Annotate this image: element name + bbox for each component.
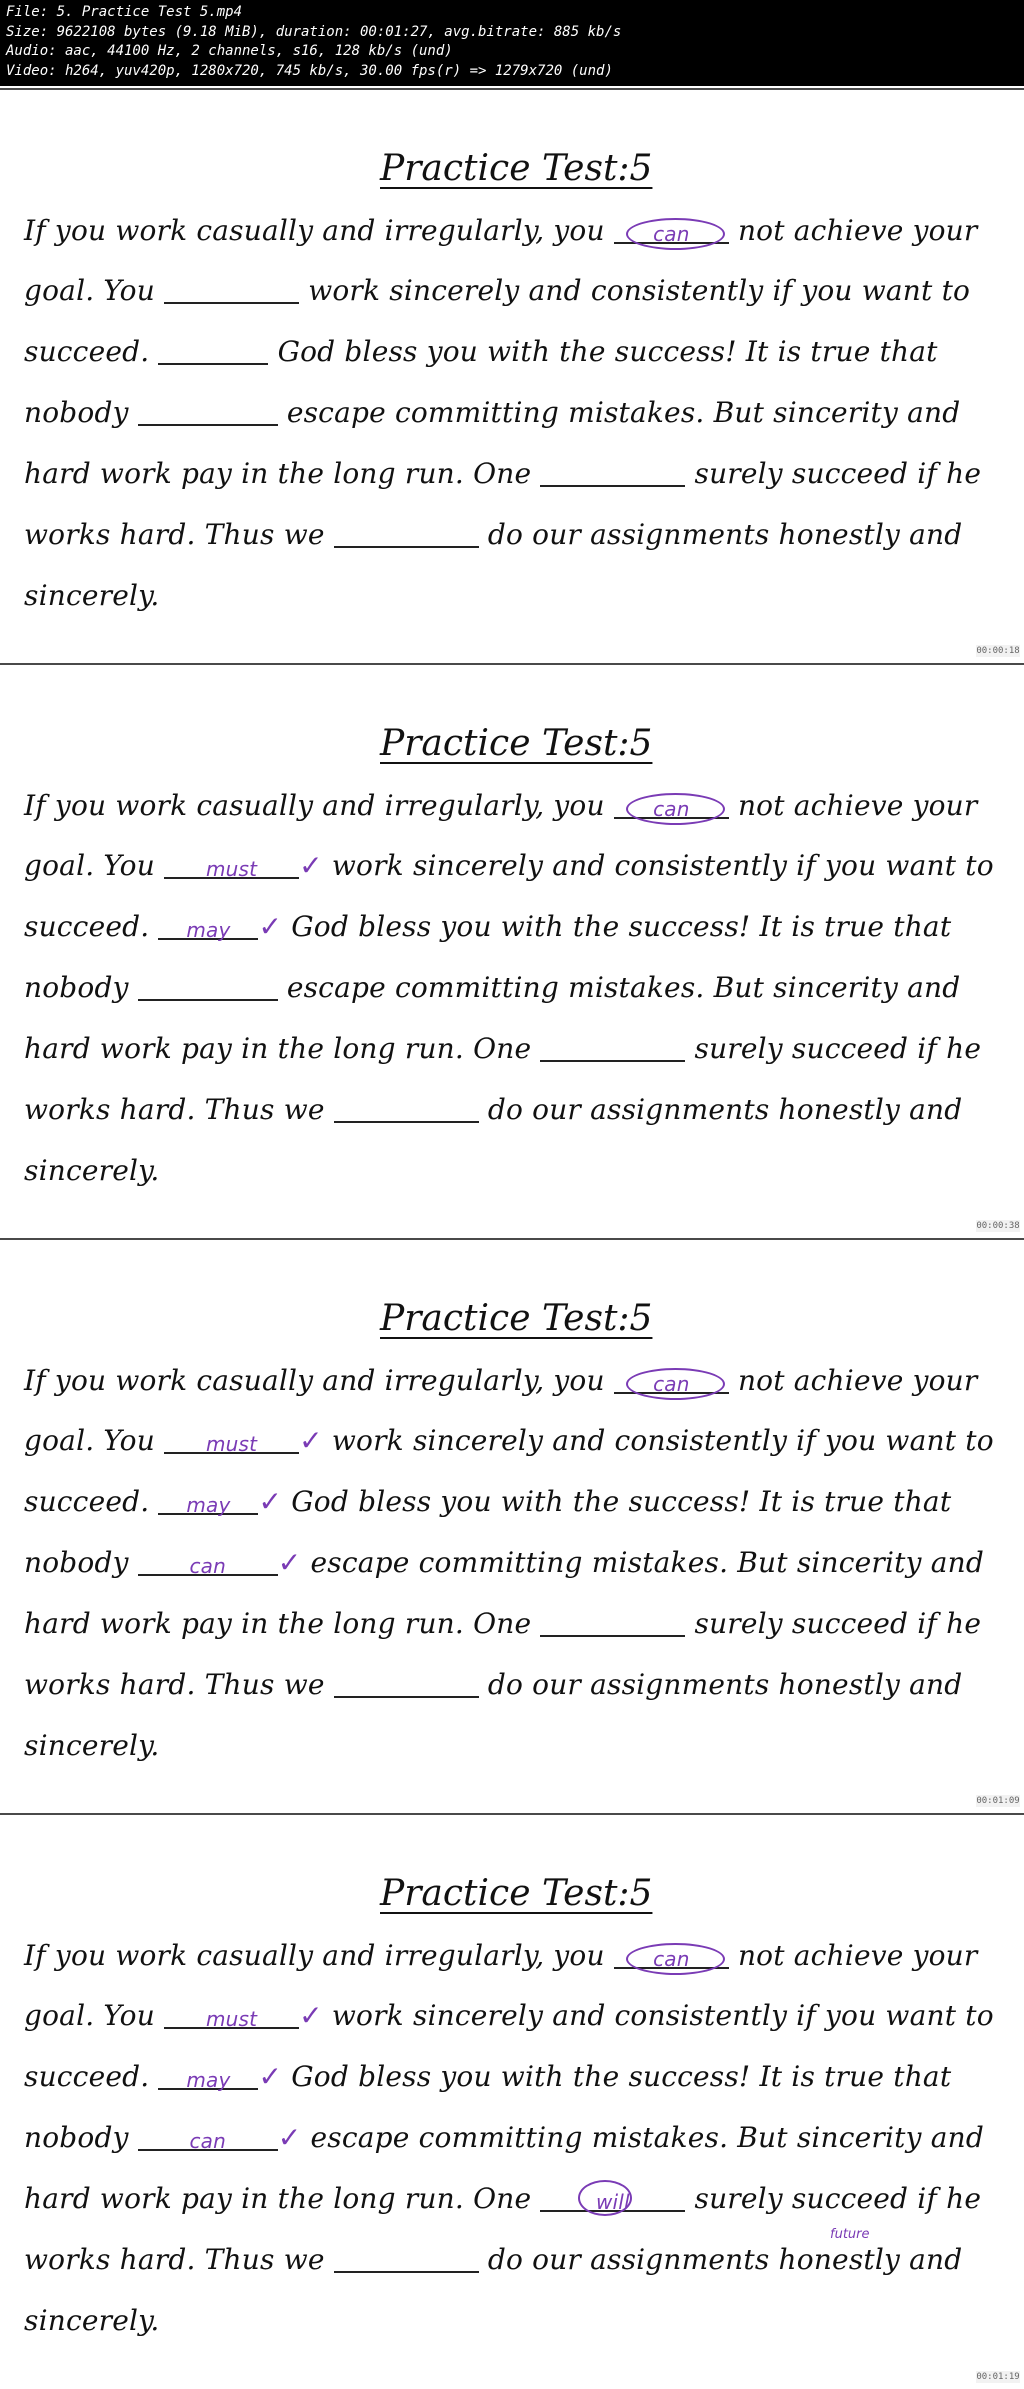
blank-3 [158,1487,258,1515]
tick-icon: ✓ [258,910,283,943]
passage-line-2: goal. You must ✓ work sincerely and consistently if you want to [24,1424,994,1457]
passage-line-3: succeed. may ✓ God bless you with the success! It is true that [24,910,952,943]
passage-line-7: sincerely. [24,2304,160,2337]
video-frame-1 [0,88,1024,663]
blank-6 [334,1670,479,1698]
tick-icon: ✓ [299,849,323,882]
answer-1: can [653,797,690,821]
tick-icon: ✓ [299,1999,323,2032]
passage-line-4: nobody can ✓ escape committing mistakes. But sincerity and [24,1546,984,1579]
annotation-note: future [830,2227,870,2242]
blank-5 [540,2184,685,2212]
passage-line-6: works hard. Thus we do our assignments honestly and [24,2243,963,2276]
passage-line-1: If you work casually and irregularly, you can not achieve your [24,789,1004,822]
answer-3: may [186,1493,231,1517]
blank-5 [540,1609,685,1637]
tick-icon: ✓ [258,2060,283,2093]
passage-line-7: sincerely. [24,1729,160,1762]
passage-line-4: nobody can ✓ escape committing mistakes. But sincerity and [24,2121,984,2154]
blank-6 [334,2245,479,2273]
passage-line-7: sincerely. [24,1154,160,1187]
page-title: Practice Test:5 [380,1873,653,1914]
file-info-line: Audio: aac, 44100 Hz, 2 channels, s16, 128 kb/s (und) [6,43,453,59]
answer-4: can [189,2129,226,2153]
answer-4: can [189,1554,226,1578]
file-info-line: Video: h264, yuv420p, 1280x720, 745 kb/s, 30.00 fps(r) => 1279x720 (und) [6,62,613,79]
passage-line-5: hard work pay in the long run. One surely succeed if he [24,1032,982,1065]
video-frame-2 [0,663,1024,1238]
answer-3: may [186,918,231,942]
answer-3: may [186,2068,231,2092]
passage-line-7: sincerely. [24,579,160,612]
passage-line-1: If you work casually and irregularly, you can not achieve your [24,214,1004,247]
passage-line-2: goal. You must ✓ work sincerely and consistently if you want to [24,849,994,882]
passage-line-5: hard work pay in the long run. One surely succeed if he [24,457,982,490]
blank-2 [164,851,299,879]
passage-line-6: works hard. Thus we do our assignments honestly and [24,1093,963,1126]
blank-1 [614,216,729,244]
blank-2 [164,1426,299,1454]
tick-icon: ✓ [277,2121,302,2154]
video-frame-3 [0,1238,1024,1813]
file-info-line: Size: 9622108 bytes (9.18 MiB), duration: 00:01:27, avg.bitrate: 885 kb/s [6,23,622,40]
answer-2: must [205,2007,258,2031]
blank-3 [158,337,268,365]
blank-4 [138,973,278,1001]
tick-icon: ✓ [258,1485,283,1518]
answer-2: must [205,857,258,881]
blank-3 [158,912,258,940]
answer-1: can [653,1947,690,1971]
blank-4 [138,2123,278,2151]
tick-icon: ✓ [299,1424,323,1457]
passage-line-2: goal. You must ✓ work sincerely and consistently if you want to [24,1999,994,2032]
tick-icon: ✓ [277,1546,302,1579]
answer-1: can [653,222,690,246]
file-info-header [0,0,1024,86]
blank-2 [164,276,299,304]
answer-1: can [653,1372,690,1396]
passage-line-6: works hard. Thus we do our assignments honestly and [24,1668,963,1701]
blank-4 [138,1548,278,1576]
passage-line-1: If you work casually and irregularly, you can not achieve your [24,1939,1004,1972]
blank-5 [540,1034,685,1062]
answer-5: will [595,2190,630,2214]
timestamp: 00:01:19 [976,2372,1020,2382]
answer-2: must [205,1432,258,1456]
blank-1 [614,1366,729,1394]
file-info-line: File: 5. Practice Test 5.mp4 [6,4,243,20]
passage-line-3: succeed. God bless you with the success! It is true that [24,335,938,368]
page-title: Practice Test:5 [380,148,653,189]
timestamp: 00:00:18 [976,646,1020,656]
passage-line-5: hard work pay in the long run. One surely succeed if he [24,1607,982,1640]
timestamp: 00:00:38 [976,1221,1020,1231]
blank-1 [614,791,729,819]
passage-line-6: works hard. Thus we do our assignments honestly and [24,518,963,551]
blank-6 [334,1095,479,1123]
passage-line-1: If you work casually and irregularly, you can not achieve your [24,1364,1004,1397]
passage-line-4: nobody escape committing mistakes. But sincerity and [24,396,961,429]
blank-4 [138,398,278,426]
blank-3 [158,2062,258,2090]
blank-2 [164,2001,299,2029]
passage-line-3: succeed. may ✓ God bless you with the success! It is true that [24,1485,952,1518]
blank-6 [334,520,479,548]
video-frame-4 [0,1813,1024,2389]
page-title: Practice Test:5 [380,1298,653,1339]
passage-line-5: hard work pay in the long run. One will surely succeed if he [24,2182,982,2215]
timestamp: 00:01:09 [976,1796,1020,1806]
passage-line-3: succeed. may ✓ God bless you with the success! It is true that [24,2060,952,2093]
passage-line-4: nobody escape committing mistakes. But sincerity and [24,971,961,1004]
blank-1 [614,1941,729,1969]
page-title: Practice Test:5 [380,723,653,764]
blank-5 [540,459,685,487]
passage-line-2: goal. You work sincerely and consistently if you want to [24,274,971,307]
